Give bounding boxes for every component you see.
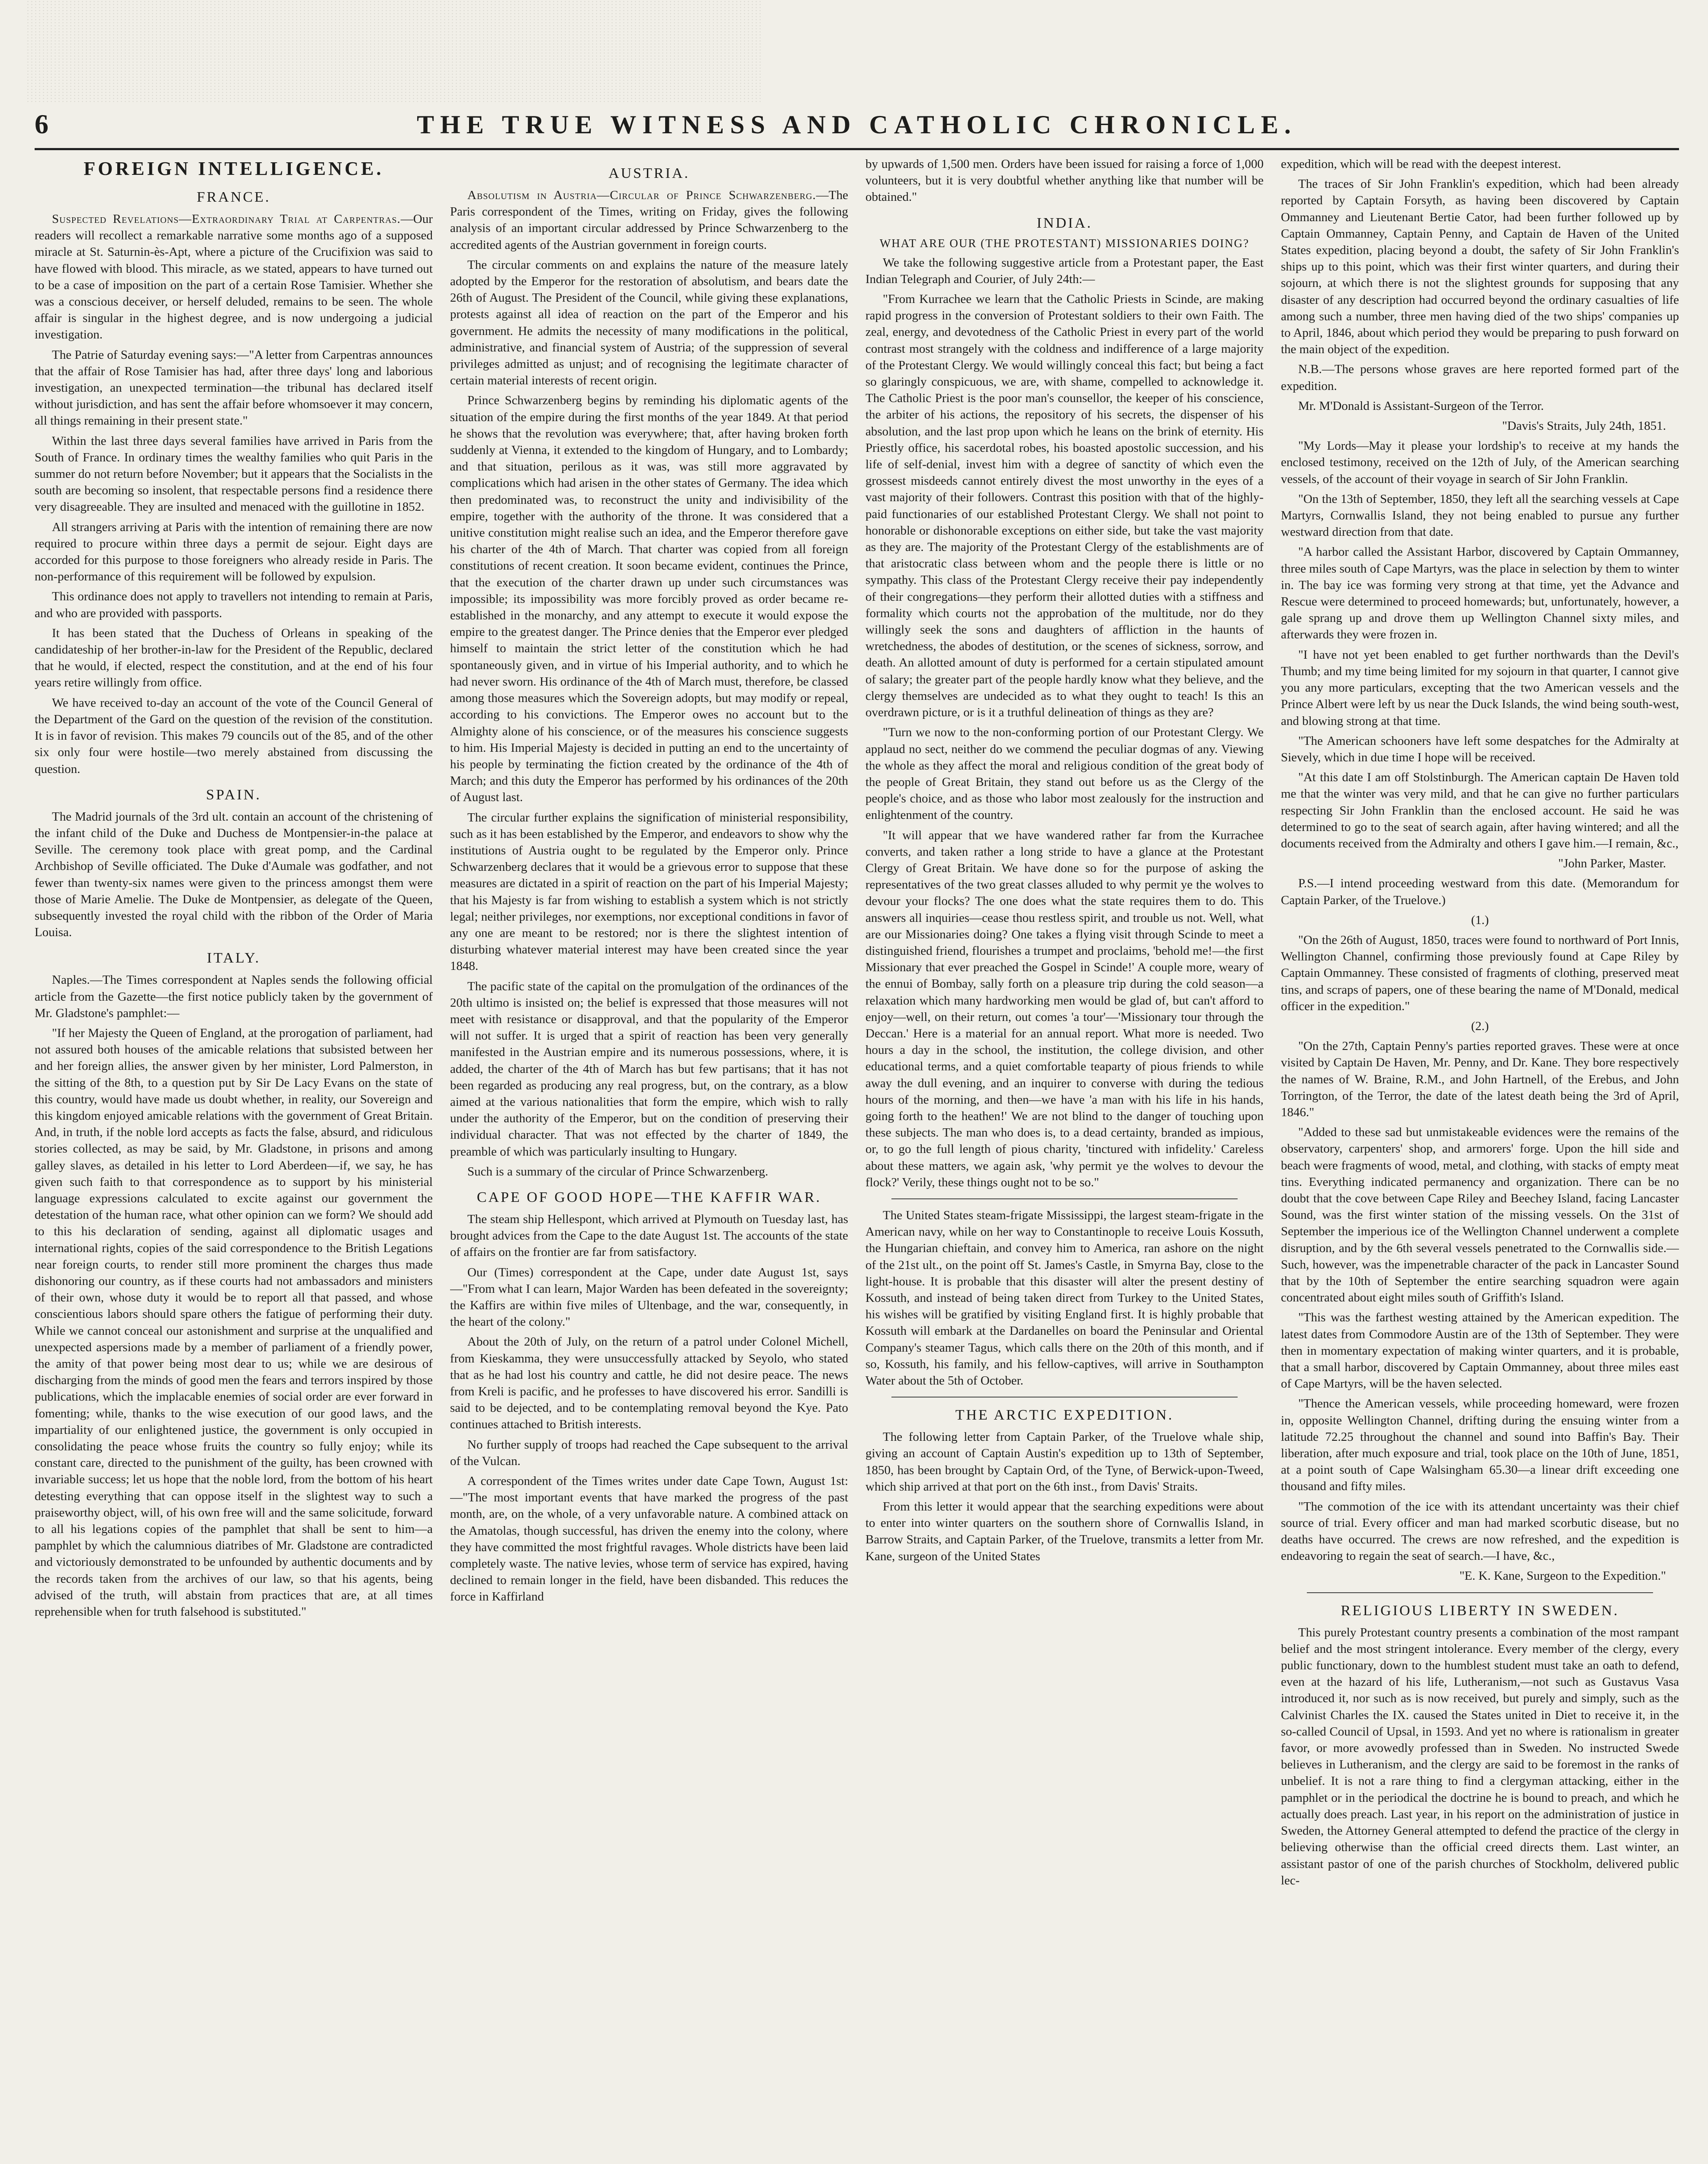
column-4 (1281, 156, 1679, 2164)
article-paragraph: Suspected Revelations—Extraordinary Trial at Carpentras.—Our readers will recollect a remarkable narrative some months ago of a supposed miracle at St. Saturnin-ès-Apt, where a picture of the Crucifixion was said to have flowed with blood. This miracle, as we stated, appears to have turned out to be a case of imposition on the part of a certain Rose Tamisier. Whether she was a conscious deceiver, or herself deluded, remains to be seen. The whole affair is singular in the highest degree, and is now undergoing a judicial investigation. (35, 212, 433, 342)
divider (891, 1397, 1238, 1398)
article-paragraph: The circular further explains the signification of ministerial responsibility, such as it has been established by the Emperor, and endeavors to show why the institutions of Austria ought to be regulated by the Emperor only. Prince Schwarzenberg declares that it would be a grievous error to suppose that these measures are dictated in a spirit of reaction on the part of his Imperial Majesty; that his Majesty is far from wishing to establish a system which is not strictly legal; neither privileges, nor exemptions, nor exceptional conditions in favor of any one are meant to be restored; nor is there the slightest intention of disturbing whatever material interest may have been created since the year 1848. (450, 810, 848, 973)
memorandum-number: (1.) (1471, 913, 1489, 927)
article-paragraph: The Patrie of Saturday evening says:—"A letter from Carpentras announces that the affair of Rose Tamisier has had, after three days' long and laborious investigation, an unexpected termination—the tribunal has declared itself without jurisdiction, and has sent the affair before whomsoever it may concern, all things remaining in their present state." (35, 348, 433, 428)
column-1 (35, 156, 433, 2164)
article-paragraph: P.S.—I intend proceeding westward from this date. (Memorandum for Captain Parker, of the Truelove.) (1281, 876, 1679, 907)
article-paragraph: The traces of Sir John Franklin's expedition, which had been already reported by Captain Forsyth, as having been discovered by Captain Ommanney and Lieutenant Bertie Cator, had been further followed up by Captain Ommanney, Captain Penny, and Captain de Haven of the United States expedition, placing beyond a doubt, the safety of Sir John Franklin's ships up to this point, which was their first winter quarters, and during their sojourn, at which there is not the slightest grounds for supposing that any disaster of any description had occurred beyond the ordinary casualties of life among such a number, three men having died of the two ships' companies up to April, 1846, about which period they would be preparing to push forward on the main object of the expedition. (1281, 177, 1679, 357)
article-paragraph: Mr. M'Donald is Assistant-Surgeon of the Terror. (1298, 399, 1544, 413)
memorandum-number: (2.) (1471, 1019, 1489, 1033)
article-paragraph: Naples.—The Times correspondent at Naples sends the following official article from the Gazette—the first notice publicly taken by the government of Mr. Gladstone's pamphlet:— (35, 973, 433, 1020)
article-paragraph: The steam ship Hellespont, which arrived at Plymouth on Tuesday last, has brought advices from the Cape to the date August 1st. The accounts of the state of affairs on the frontier are far from satisfactory. (450, 1212, 848, 1259)
heading-france: FRANCE. (196, 189, 271, 205)
article-paragraph: "If her Majesty the Queen of England, at the prorogation of parliament, had not assured both houses of the amicable relations that subsisted between her and her foreign allies, the answer given by her minister, Lord Palmerston, in the sitting of the 8th, to a question put by Sir De Lacy Evans on the state of this country, would have made us doubt whether, in reality, our Sovereign and this kingdom enjoyed amicable relations with the government of Great Britain. And, in truth, if the noble lord accepts as facts the false, absurd, and ridiculous stories collected, as may be said, by Mr. Gladstone, in prisons and among galley slaves, as detailed in his letter to Lord Aberdeen—if, we say, he has given such faith to that correspondence as to support by his ministerial language expressions calculated to excite against our government the detestation of the human race, what other opinion can we form? We should add to this his declaration of sending, against all diplomatic usages and international rights, copies of the said correspondence to the British Legations near foreign courts, to render still more prominent the charges thus made dishonoring our country, as if these courts had not ambassadors and ministers of their own, whose duty it would be to report all that passed, and whose conscientious labors should spare others the fatigue of performing their duty. While we cannot conceal our astonishment and surprise at the unqualified and unexpected aspersions made by a member of parliament of a friendly power, the amity of that power being most dear to us; while we are desirous of discharging from the minds of good men the fears and terrors inspired by those publications, which the implacable enemies of social order are ever forward in fomenting; while, thanks to the wise execution of our good laws, and the impartiality of our enlightened justice, the government is only occupied in consolidating the peace whose fruits the country so fully enjoy; while its constant care, directed to the punishment of the guilty, has been crowned with invariable success; let us hope that the noble lord, from the bottom of his heart detesting everything that can oppose itself in the slightest way to such a praiseworthy object, will, of his own free will and the same solicitude, forward to all his legations copies of the pamphlet that shall be sent to him—a pamphlet by which the calumnious diatribes of Mr. Gladstone are contradicted and victoriously demonstrated to be unfounded by authentic documents and by the records taken from the archives of our law, so that his agents, being advised of the truth, will abstain from practices that are, at all times reprehensible when for truth falsehood is substituted." (35, 1026, 433, 1619)
masthead (35, 108, 1679, 143)
letter-signature: "E. K. Kane, Surgeon to the Expedition." (1459, 1569, 1666, 1583)
article-paragraph: We have received to-day an account of the vote of the Council General of the Department of the Gard on the question of the revision of the constitution. It is in favor of revision. This makes 79 councils out of the 85, and of the other six only four were hostile—two merely abstained from discussing the question. (35, 696, 433, 776)
article-paragraph: Within the last three days several families have arrived in Paris from the South of France. In ordinary times the wealthy families who quit Paris in the summer do not return before November; but it appears that the Socialists in the south are becoming so insolent, that respectable persons find a residence there very disagreeable. They are insulted and menaced with the guillotine in 1852. (35, 434, 433, 514)
article-paragraph: The following letter from Captain Parker, of the Truelove whale ship, giving an account of Captain Austin's expedition up to 13th of September, 1850, has been brought by Captain Ord, of the Tyne, of Berwick-upon-Tweed, which ship arrived at that port on the 6th inst., from Davis' Straits. (865, 1430, 1264, 1494)
page-number: 6 (35, 109, 48, 139)
masthead-rule (35, 148, 1679, 150)
article-paragraph: "It will appear that we have wandered rather far from the Kurrachee converts, and taken rather a long stride to have a glance at the Protestant Clergy of Great Britain. We have done so for the purpose of asking the representatives of the two great classes alluded to why permit ye the wolves to devour your flocks? The one does what the state requires them to do. This answers all inquiries—cease thou restless spirit, and trouble us not. Well, what are our Missionaries doing? One takes a flying visit through Scinde to meet a distinguished friend, flourishes a trumpet and proclaims, 'behold me!—the first Missionary that ever preached the Gospel in Scinde!' A couple more, weary of the ennui of Bombay, sally forth on a pleasure trip during the cold season—a relaxation which many hardworking men would be glad of, but can't afford to enjoy—well, on their return, out comes 'a tour'—'Missionary tour through the Deccan.' Here is a material for an annual report. What more is needed. Two hours a day in the school, the institution, the college division, and other educational terms, and a quiet comfortable teaparty of pious friends to while away the dull evening, and an inquirer to converse with during the tedious hours of the morning, and then—we have 'a man with his life in his hands, going forth to the heathen!' We are not blind to the danger of touching upon these subjects. The man who does is, to a dead certainty, branded as impious, or, to go the full length of pious charity, 'tinctured with infidelity.' Careless about these matters, we again ask, 'why permit ye the wolves to devour the flock?' Verily, these things ought not to be so." (865, 828, 1264, 1189)
letter-signature: "John Parker, Master. (1558, 857, 1666, 871)
letter-dateline: "Davis's Straits, July 24th, 1851. (1502, 419, 1666, 433)
article-paragraph: N.B.—The persons whose graves are here reported formed part of the expedition. (1281, 362, 1679, 393)
article-paragraph: expedition, which will be read with the deepest interest. (1281, 157, 1561, 171)
article-paragraph: From this letter it would appear that the searching expeditions were about to enter into winter quarters on the southern shore of Cornwallis Island, in Barrow Straits, and Captain Parker, of the Truelove, transmits a letter from Mr. Kane, surgeon of the United States (865, 1500, 1264, 1563)
column-2 (450, 156, 848, 2164)
article-paragraph: Such is a summary of the circular of Prince Schwarzenberg. (467, 1164, 769, 1179)
article-paragraph: "On the 13th of September, 1850, they left all the searching vessels at Cape Martyrs, Cornwallis Island, they not being enabled to pursue any further westward direction from that date. (1281, 492, 1679, 539)
heading-india: INDIA. (1036, 215, 1093, 231)
article-paragraph: We take the following suggestive article from a Protestant paper, the East Indian Telegraph and Courier, of July 24th:— (865, 255, 1264, 286)
article-paragraph: The pacific state of the capital on the promulgation of the ordinances of the 20th ultimo is insisted on; the belief is expressed that those measures will not meet with resistance or disapproval, and that the popularity of the Emperor will not suffer. It is urged that a spirit of reaction has been very generally manifested in the Austrian empire and its numerous possessions, where, it is added, the charter of the 4th of March has but few partisans; that it has not been regarded as producing any real progress, but, on the contrary, as a blow aimed at the various nationalities that form the empire, which wish to rally under the authority of the Emperor, but on the condition of preserving their individual character. That was not effected by the charter of 1849, the preamble of which was particularly insulting to Hungary. (450, 979, 848, 1159)
article-paragraph: "This was the farthest westing attained by the American expedition. The latest dates from Commodore Austin are of the 13th of September. They were then in momentary expectation of making winter quarters, and it is probable, that a small harbor, discovered by Captain Ommanney, about three miles east of Cape Martyrs, will be the haven selected. (1281, 1311, 1679, 1391)
newspaper-title: THE TRUE WITNESS AND CATHOLIC CHRONICLE. (417, 110, 1297, 139)
heading-cape-of-good-hope: CAPE OF GOOD HOPE—THE KAFFIR WAR. (476, 1189, 822, 1205)
heading-italy: ITALY. (207, 950, 261, 966)
article-paragraph: "From Kurrachee we learn that the Catholic Priests in Scinde, are making rapid progress in the conversion of Protestant soldiers to their own Faith. The zeal, energy, and devotedness of the Catholic Priest in every part of the world contrast most strangely with the coldness and indifference of a large majority of the Protestant Clergy. We would willingly conceal this fact; but being a fact so glaringly conspicuous, we are, with shame, compelled to acknowledge it. The Catholic Priest is the poor man's counsellor, the keeper of his conscience, the arbiter of his actions, the repository of his secrets, the dispenser of his absolution, and the last prop upon which he leans on the brink of eternity. His Priestly office, his sacerdotal robes, his boasted apostolic succession, and his life of self-denial, invest him with a degree of sanctity of which even the grossest misdeeds cannot entirely divest the most unworthy in the eyes of a vast majority of their followers. Contrast this position with that of the highly-paid functionaries of our established Protestant Clergy. We shall not point to honorable or dishonorable exceptions on either side, but take the vast majority as they are. The majority of the Protestant Clergy of the establishments are of that aristocratic class between whom and the people there is little or no sympathy. This class of the Protestant Clergy receive their pay independently of their congregations—they perform their allotted duties with a stiffness and formality which courts not the approbation of the multitude, nor do they willingly seek the sons and daughters of affliction in the haunts of wretchedness, the abodes of destitution, or the scenes of sickness, sorrow, and death. An allotted amount of duty is performed for a certain stipulated amount of salary; the greater part of the people hardly know what they believe, and the clergy themselves are undecided as to what they ought to teach! Is this an overdrawn picture, or is it a truthful delineation of things as they are? (865, 292, 1264, 720)
article-paragraph: "Thence the American vessels, while proceeding homeward, were frozen in, opposite Wellington Channel, drifting during the ensuing winter from a latitude 72.25 throughout the channel and sound into Baffin's Bay. Their liberation, after much exposure and trial, took place on the 10th of June, 1851, at a point south of Cape Walsingham 65.30—a linear drift exceeding one thousand and fifty miles. (1281, 1397, 1679, 1494)
article-paragraph: It has been stated that the Duchess of Orleans in speaking of the candidateship of her brother-in-law for the President of the Republic, declared that he would, if elected, respect the constitution, and at the end of his four years retire willingly from office. (35, 626, 433, 690)
article-lead: Absolutism in Austria—Circular of Prince Schwarzenberg. (467, 188, 816, 202)
section-title-foreign-intelligence: FOREIGN INTELLIGENCE. (84, 158, 384, 179)
article-paragraph: "On the 27th, Captain Penny's parties reported graves. These were at once visited by Captain De Haven, Mr. Penny, and Dr. Kane. They bore respectively the names of W. Braine, R.M., and John Hartnell, of the Erebus, and John Torrington, of the Terror, the date of the latest death being the 3rd of April, 1846." (1281, 1039, 1679, 1119)
article-paragraph: Absolutism in Austria—Circular of Prince Schwarzenberg.—The Paris correspondent of the Times, writing on Friday, gives the following analysis of an important circular addressed by Prince Schwarzenberg to the accredited agents of the Austrian government in foreign courts. (450, 188, 848, 252)
article-paragraph: "On the 26th of August, 1850, traces were found to northward of Port Innis, Wellington Channel, confirming those previously found at Cape Riley by Captain Ommanney. These consisted of fragments of clothing, preserved meat tins, and scraps of papers, one of these bearing the name of M'Donald, medical officer in the expedition." (1281, 933, 1679, 1013)
article-paragraph: "I have not yet been enabled to get further northwards than the Devil's Thumb; and my time being limited for my sojourn in that quarter, I cannot give you any more particulars, excepting that the two American vessels and the Prince Albert were left by us near the Duck Islands, the wind being south-west, and blowing strong at that time. (1281, 647, 1679, 728)
columns (35, 156, 1679, 2164)
divider (1307, 1592, 1653, 1593)
column-3 (865, 156, 1264, 2164)
article-paragraph: "My Lords—May it please your lordship's to receive at my hands the enclosed testimony, received on the 12th of July, of the American searching vessels, of the account of their voyage in search of Sir John Franklin. (1281, 439, 1679, 486)
heading-religious-liberty-sweden: RELIGIOUS LIBERTY IN SWEDEN. (1341, 1602, 1619, 1619)
article-paragraph: The United States steam-frigate Mississippi, the largest steam-frigate in the American navy, while on her way to Constantinople to receive Louis Kossuth, the Hungarian chieftain, and convey him to America, ran ashore on the night of the 21st ult., on the point off St. James's Castle, in Smyrna Bay, close to the light-house. It is probable that this disaster will alter the present destiny of Kossuth, and instead of being taken direct from Turkey to the United States, his wishes will be gratified by visiting England first. It is highly probable that Kossuth will embark at the Dardanelles on board the Peninsular and Oriental Company's steamer Tagus, which calls there on the 20th of this month, and if so, Kossuth, his family, and his fellow-captives, will arrive in Southampton Water about the 5th of October. (865, 1208, 1264, 1388)
article-paragraph: by upwards of 1,500 men. Orders have been issued for raising a force of 1,000 volunteers, but it is very doubtful whether anything like that number will be obtained." (865, 157, 1264, 204)
article-paragraph: "Added to these sad but unmistakeable evidences were the remains of the observatory, carpenters' shop, and armorers' forge. Upon the hill side and beach were fragments of wood, metal, and clothing, with stacks of empty meat tins. Everything indicated permanency and organization. There can be no doubt that the cove between Cape Riley and Beechey Island, facing Lancaster Sound, was the first winter station of the missing vessels. On the 31st of September the imperious ice of the Wellington Channel underwent a complete disruption, and by the 6th several vessels penetrated to the Cornwallis side.—Such, however, was the impenetrable character of the pack in Lancaster Sound that by the 10th of September the entire searching squadron were again concentrated about eight miles south of Griffith's Island. (1281, 1125, 1679, 1305)
article-paragraph: No further supply of troops had reached the Cape subsequent to the arrival of the Vulcan. (450, 1437, 848, 1468)
article-paragraph: This purely Protestant country presents a combination of the most rampant belief and the most stringent intolerance. Every member of the clergy, every public functionary, down to the humblest student must take an oath to defend, even at the hazard of his life, Lutheranism,—not such as Gustavus Vasa introduced it, nor such as is now received, but purely and simply, such as the Calvinist Charles the IX. caused the States united in Diet to receive it, in the so-called Council of Upsal, in 1593. And yet no where is rationalism in greater favor, or more avowedly professed than in Sweden. No instructed Swede believes in Lutheranism, and the clergy are said to be foremost in the ranks of unbelief. It is not a rare thing to find a clergyman attacking, either in the pamphlet or in the periodical the doctrine he is bound to preach, and which he actually does preach. Last year, in his report on the administration of justice in Sweden, the Attorney General attempted to defend the practice of the clergy in believing otherwise than the official creed directs them. Last winter, an assistant pastor of one of the parish churches of Stockholm, delivered public lec- (1281, 1625, 1679, 1887)
article-paragraph: "At this date I am off Stolstinburgh. The American captain De Haven told me that the winter was very mild, and that he can give no further particulars respecting Sir John Franklin than the enclosed account. He said he was determined to go to the seat of search again, after having wintered; and all the documents received from the Admiralty and others I gave him.—I remain, &c., (1281, 770, 1679, 850)
article-paragraph: A correspondent of the Times writes under date Cape Town, August 1st:—"The most important events that have marked the progress of the past month, are, on the whole, of a very unfavorable nature. A combined attack on the Amatolas, though successful, has driven the enemy into the colony, where they have committed the most frightful ravages. Whole districts have been laid completely waste. The native levies, whose term of service has expired, having declined to remain longer in the field, have been disbanded. This reduces the force in Kaffirland (450, 1474, 848, 1604)
article-paragraph: About the 20th of July, on the return of a patrol under Colonel Michell, from Kieskamma, they were unsuccessfully attacked by Seyolo, who stated that as he had lost his country and cattle, he did not desire peace. The news from Kreli is pacific, and he professes to have discovered his error. Sandilli is said to be dejected, and to be contemplating removal beyond the Kye. Pato continues attached to British interests. (450, 1335, 848, 1432)
article-paragraph: "The commotion of the ice with its attendant uncertainty was their chief source of trial. Every officer and man had marked scorbutic disease, but no deaths have occurred. The crews are now refreshed, and the expedition is endeavoring to regain the seat of search.—I have, &c., (1281, 1499, 1679, 1563)
paper-stain (26, 0, 762, 104)
article-paragraph: Prince Schwarzenberg begins by reminding his diplomatic agents of the situation of the empire during the first months of the year 1849. At that period he shows that the revolution was everywhere; that, after having broken forth suddenly at Vienna, it extended to the kingdom of Hungary, and to Lombardy; and that situation, perilous as it was, was still more aggravated by complications which had arisen in the other states of Germany. The idea which then predominated was, to reconstruct the unity and indivisibility of the empire, together with the authority of the throne. It was considered that a unitive constitution might realise such an idea, and the Emperor therefore gave his charter of the 4th of March. That charter was copied from all foreign constitutions of recent creation. It soon became evident, continues the Prince, that the execution of the charter drawn up under such circumstances was impossible; its impossibility was more forcibly proved as order became re-established in the monarchy, and any attempt to execute it would expose the empire to the greatest danger. The Prince denies that the Emperor ever pledged himself to maintain the strict letter of the constitution which he had spontaneously given, and in virtue of his Imperial authority, and to which he had never sworn. His ordinance of the 4th of March must, therefore, be classed among those measures which the Sovereign adopts, but may modify or repeal, according to his convictions. The Emperor owes no account but to the Almighty alone of his conscience, or of the measures his conscience suggests to him. His Imperial Majesty is decided in putting an end to the uncertainty of his people by terminating the fiction created by the ordinance of the 4th of March; and this duty the Emperor has performed by his ordinances of the 20th of August last. (450, 393, 848, 805)
divider (891, 1198, 1238, 1199)
article-paragraph: Our (Times) correspondent at the Cape, under date August 1st, says—"From what I can learn, Major Warden has been defeated in the sovereignty; the Kaffirs are within five miles of Ultenbage, and the war, consequently, in the heart of the colony." (450, 1265, 848, 1329)
article-paragraph: This ordinance does not apply to travellers not intending to remain at Paris, and who are provided with passports. (35, 589, 433, 620)
article-paragraph: The Madrid journals of the 3rd ult. contain an account of the christening of the infant child of the Duke and Duchess de Montpensier-in-the palace at Seville. The ceremony took place with great pomp, and the Cardinal Archbishop of Seville officiated. The Duke d'Aumale was godfather, and not fewer than twenty-six names were given to the princess amongst them were those of Marie Amelie. The Duke de Montpensier, as delegate of the Queen, subsequently invested the royal child with the ribbon of the Order of Maria Louisa. (35, 809, 433, 940)
article-paragraph: "A harbor called the Assistant Harbor, discovered by Captain Ommanney, three miles south of Cape Martyrs, was the place in selection by them to winter in. The bay ice was forming very strong at that time, yet the Advance and Rescue were determined to proceed homewards; but, unfortunately, however, a gale sprang up and drove them up Wellington Channel sixty miles, and afterwards they were frozen in. (1281, 545, 1679, 642)
heading-spain: SPAIN. (206, 786, 261, 803)
article-paragraph: All strangers arriving at Paris with the intention of remaining there are now required to procure within three days a permit de sejour. Eight days are accorded for this purpose to those foreigners who already reside in Paris. The non-performance of this requirement will be followed by expulsion. (35, 520, 433, 584)
heading-arctic-expedition: THE ARCTIC EXPEDITION. (955, 1407, 1174, 1423)
article-paragraph: "Turn we now to the non-conforming portion of our Protestant Clergy. We applaud no sect, neither do we commend the peculiar dogmas of any. Viewing the whole as they affect the moral and religious condition of the great body of the people of Great Britain, they stand out before us as the Clergy of the people's choice, and as those who labor most zealously for the instruction and enlightenment of the country. (865, 725, 1264, 822)
article-lead: Suspected Revelations—Extraordinary Trial at Carpentras. (52, 212, 401, 226)
article-paragraph: The circular comments on and explains the nature of the measure lately adopted by the Emperor for the restoration of absolutism, and bears date the 26th of August. The President of the Council, while giving these explanations, protests against all idea of reaction on the part of the Emperor and his government. He admits the necessity of many modifications in the political, administrative, and financial system of Austria; of the suppression of several privileges admitted as unjust; and of recognising the legitimate character of certain material interests of recent origin. (450, 258, 848, 388)
article-paragraph: "The American schooners have left some despatches for the Admiralty at Sievely, which in due time I hope will be received. (1281, 734, 1679, 764)
subheading-missionaries: WHAT ARE OUR (THE PROTESTANT) MISSIONARIES DOING? (879, 236, 1250, 250)
heading-austria: AUSTRIA. (608, 165, 690, 181)
